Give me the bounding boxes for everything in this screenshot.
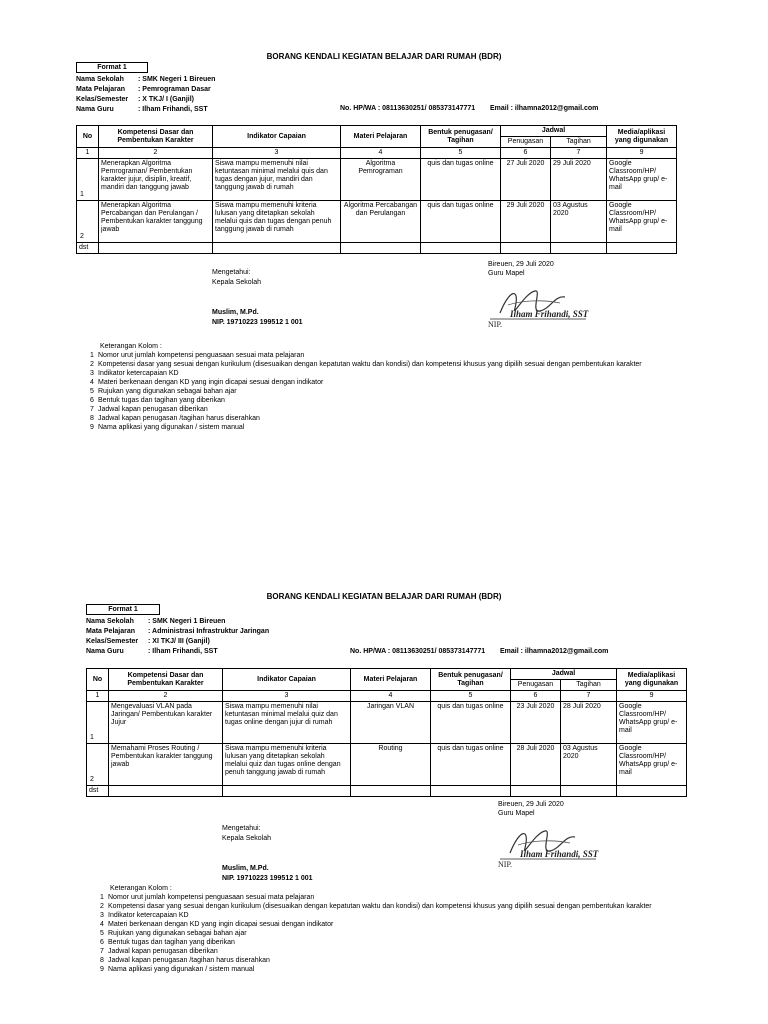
- note-text: Kompetensi dasar yang sesuai dengan kurikulum (disesuaikan dengan kepatutan waktu dan kondisi) dan kompetensi khusus yang dipilih sesuai dengan pembentukan karakter: [108, 903, 652, 910]
- info-value: : SMK Negeri 1 Bireuen: [148, 618, 226, 625]
- notes-title: Keterangan Kolom :: [100, 343, 162, 350]
- note-number: 9: [100, 966, 104, 973]
- note-number: 9: [90, 424, 94, 431]
- form-title: BORANG KENDALI KEGIATAN BELAJAR DARI RUMAH (BDR): [266, 592, 502, 601]
- note-text: Rujukan yang digunakan sebagai bahan ajar: [108, 930, 247, 937]
- sign-left-line: Kepala Sekolah: [222, 835, 272, 842]
- column-number: 4: [351, 691, 431, 702]
- note-number: 1: [100, 894, 104, 901]
- note-text: Nomor urut jumlah kompetensi penguasaan sesuai mata pelajaran: [108, 894, 315, 901]
- column-number: 7: [551, 148, 607, 159]
- header-jadwal: Jadwal: [501, 126, 607, 137]
- note-text: Jadwal kapan penugasan /tagihan harus diserahkan: [98, 415, 260, 422]
- cell-indikator: Siswa mampu memenuhi nilai ketuntasan minimal melalui quiz dan tugas online dengan jujur di rumah: [223, 702, 351, 744]
- note-item: [90, 405, 642, 414]
- note-item: [100, 902, 652, 911]
- table-row: [87, 702, 687, 744]
- note-item: [90, 396, 642, 405]
- signature-name: Ilham Frihandi, SST: [510, 309, 589, 319]
- row-number: 2: [90, 776, 94, 783]
- dst-row: [77, 243, 677, 254]
- info-row: [76, 105, 215, 115]
- note-item: [90, 369, 642, 378]
- signature-scribble-icon: [480, 283, 590, 329]
- info-row: [86, 617, 269, 627]
- column-number: 9: [607, 148, 677, 159]
- cell-media: Google Classroom/HP/ WhatsApp grup/ e-mail: [617, 744, 687, 786]
- cell-kd: Menerapkan Algoritma Percabangan dan Perulangan / Pembentukan karakter tanggung jawab: [99, 201, 213, 243]
- cell-indikator: Siswa mampu memenuhi nilai ketuntasan minimal melalui quis dan tugas dengan jujur, mandiri dan tanggung jawab di rumah: [213, 159, 341, 201]
- cell-materi: Algoritma Percabangan dan Perulangan: [341, 201, 421, 243]
- sign-right-line: Guru Mapel: [488, 270, 525, 277]
- note-item: [100, 893, 652, 902]
- cell-bentuk: quis dan tugas online: [431, 702, 511, 744]
- handwritten-signature: [480, 283, 590, 329]
- header-no: No: [87, 669, 109, 691]
- info-row: [86, 647, 269, 657]
- column-number: 6: [511, 691, 561, 702]
- activity-table: [86, 668, 687, 797]
- empty-cell: [421, 243, 501, 254]
- note-number: 6: [90, 397, 94, 404]
- column-number: 1: [87, 691, 109, 702]
- header-bentuk: Bentuk penugasan/ Tagihan: [431, 669, 511, 691]
- sign-left-line: Kepala Sekolah: [212, 279, 262, 286]
- row-number: 1: [90, 734, 94, 741]
- note-number: 1: [90, 352, 94, 359]
- empty-cell: [561, 786, 617, 797]
- cell-bentuk: quis dan tugas online: [421, 159, 501, 201]
- row-number-cell: [77, 201, 99, 243]
- sign-left-line: [222, 844, 313, 854]
- sign-left-line: Muslim, M.Pd.: [212, 309, 259, 316]
- row-number: 2: [80, 233, 84, 240]
- contact-line: [340, 105, 598, 112]
- teacher-sign-block: [498, 800, 564, 818]
- sign-left-line: NIP. 19710223 199512 1 001: [222, 875, 313, 882]
- table-row: [77, 159, 677, 201]
- note-item: [90, 414, 642, 423]
- note-item: [100, 911, 652, 920]
- cell-tagihan: 03 Agustus 2020: [551, 201, 607, 243]
- cell-kd: Mengevaluasi VLAN pada Jaringan/ Pembentukan karakter Jujur: [109, 702, 223, 744]
- note-number: 7: [100, 948, 104, 955]
- info-value: : Ilham Frihandi, SST: [138, 106, 208, 113]
- note-number: 3: [100, 912, 104, 919]
- note-number: 2: [90, 361, 94, 368]
- note-text: Bentuk tugas dan tagihan yang diberikan: [108, 939, 235, 946]
- cell-indikator: Siswa mampu memenuhi kriteria lulusan yang ditetapkan sekolah melalui quis dan tugas dengan penuh tanggung jawab di rumah: [213, 201, 341, 243]
- note-number: 5: [90, 388, 94, 395]
- principal-sign-block: [222, 824, 313, 884]
- note-number: 7: [90, 406, 94, 413]
- contact-email: Email : ilhamna2012@gmail.com: [490, 105, 599, 112]
- cell-materi: Jaringan VLAN: [351, 702, 431, 744]
- header-kd: Kompetensi Dasar dan Pembentukan Karakter: [99, 126, 213, 148]
- note-item: [100, 929, 652, 938]
- header-kd: Kompetensi Dasar dan Pembentukan Karakter: [109, 669, 223, 691]
- empty-cell: [341, 243, 421, 254]
- cell-kd: Memahami Proses Routing / Pembentukan karakter tanggung jawab: [109, 744, 223, 786]
- note-item: [100, 965, 652, 974]
- header-tagihan: Tagihan: [561, 680, 617, 691]
- info-label: Nama Sekolah: [86, 618, 134, 625]
- signature-nip: NIP.: [488, 320, 503, 329]
- signature-scribble-icon: [490, 823, 600, 869]
- info-label: Nama Sekolah: [76, 76, 124, 83]
- column-number: 5: [431, 691, 511, 702]
- signature-name: Ilham Frihandi, SST: [520, 849, 599, 859]
- contact-phone: No. HP/WA : 08113630251/ 085373147771: [340, 105, 476, 112]
- row-number-cell: [77, 159, 99, 201]
- table-row: [87, 744, 687, 786]
- header-materi: Materi Pelajaran: [351, 669, 431, 691]
- dst-row: [87, 786, 687, 797]
- column-number: 5: [421, 148, 501, 159]
- cell-tagihan: 03 Agustus 2020: [561, 744, 617, 786]
- column-number: 2: [99, 148, 213, 159]
- cell-materi: Algoritma Pemrograman: [341, 159, 421, 201]
- notes-block: [100, 884, 652, 974]
- activity-table: [76, 125, 677, 254]
- column-number: 2: [109, 691, 223, 702]
- cell-penugasan: 28 Juli 2020: [511, 744, 561, 786]
- dst-label: dst: [77, 243, 99, 254]
- cell-indikator: Siswa mampu memenuhi kriteria lulusan yang ditetapkan sekolah melalui quiz dan tugas online dengan penuh tanggung jawab di rumah: [223, 744, 351, 786]
- note-item: [100, 920, 652, 929]
- info-value: : Pemrograman Dasar: [138, 86, 211, 93]
- info-label: Kelas/Semester: [86, 638, 139, 645]
- sign-left-line: NIP. 19710223 199512 1 001: [212, 319, 303, 326]
- cell-penugasan: 27 Juli 2020: [501, 159, 551, 201]
- notes-block: [90, 342, 642, 432]
- empty-cell: [431, 786, 511, 797]
- signature-nip: NIP.: [498, 860, 513, 869]
- note-number: 2: [100, 903, 104, 910]
- note-text: Jadwal kapan penugasan diberikan: [98, 406, 208, 413]
- sign-right-line: Guru Mapel: [498, 810, 535, 817]
- contact-phone: No. HP/WA : 08113630251/ 085373147771: [350, 648, 486, 655]
- school-info: [76, 75, 215, 115]
- note-item: [90, 351, 642, 360]
- cell-tagihan: 28 Juli 2020: [561, 702, 617, 744]
- info-label: Kelas/Semester: [76, 96, 129, 103]
- note-item: [90, 378, 642, 387]
- cell-penugasan: 29 Juli 2020: [501, 201, 551, 243]
- column-number: 3: [213, 148, 341, 159]
- sign-left-line: Muslim, M.Pd.: [222, 865, 269, 872]
- note-text: Nomor urut jumlah kompetensi penguasaan sesuai mata pelajaran: [98, 352, 305, 359]
- note-item: [100, 947, 652, 956]
- info-value: : Administrasi Infrastruktur Jaringan: [148, 628, 270, 635]
- note-text: Jadwal kapan penugasan diberikan: [108, 948, 218, 955]
- note-number: 8: [90, 415, 94, 422]
- empty-cell: [351, 786, 431, 797]
- note-text: Materi berkenaan dengan KD yang ingin dicapai sesuai dengan indikator: [98, 379, 324, 386]
- column-number-row: [87, 691, 687, 702]
- cell-kd: Menerapkan Algoritma Pemrograman/ Pembentukan karakter jujur, disiplin, kreatif, mandiri dan tanggung jawab: [99, 159, 213, 201]
- form-title: BORANG KENDALI KEGIATAN BELAJAR DARI RUMAH (BDR): [266, 52, 502, 61]
- cell-bentuk: quis dan tugas online: [421, 201, 501, 243]
- row-number-cell: [87, 702, 109, 744]
- table-row: [77, 201, 677, 243]
- header-materi: Materi Pelajaran: [341, 126, 421, 148]
- sign-left-line: [212, 298, 303, 308]
- principal-sign-block: [212, 268, 303, 328]
- note-number: 8: [100, 957, 104, 964]
- column-number: 4: [341, 148, 421, 159]
- note-item: [100, 956, 652, 965]
- note-item: [90, 387, 642, 396]
- handwritten-signature: [490, 823, 600, 869]
- note-text: Nama aplikasi yang digunakan / sistem manual: [108, 966, 255, 973]
- row-number: 1: [80, 191, 84, 198]
- school-info: [86, 617, 269, 657]
- note-number: 5: [100, 930, 104, 937]
- header-media: Media/aplikasi yang digunakan: [607, 126, 677, 148]
- empty-cell: [223, 786, 351, 797]
- info-value: : Ilham Frihandi, SST: [148, 648, 218, 655]
- note-number: 6: [100, 939, 104, 946]
- cell-bentuk: quis dan tugas online: [431, 744, 511, 786]
- sign-left-line: Mengetahui:: [222, 825, 261, 832]
- note-number: 4: [100, 921, 104, 928]
- format-label: Format 1: [76, 62, 148, 73]
- note-text: Indikator ketercapaian KD: [98, 370, 179, 377]
- info-row: [76, 85, 215, 95]
- info-value: : XI TKJ/ III (Ganjil): [148, 638, 210, 645]
- column-number: 7: [561, 691, 617, 702]
- header-row: [87, 669, 687, 680]
- dst-label: dst: [87, 786, 109, 797]
- cell-media: Google Classroom/HP/ WhatsApp grup/ e-mail: [607, 159, 677, 201]
- sign-right-line: Bireuen, 29 Juli 2020: [498, 801, 564, 808]
- header-jadwal: Jadwal: [511, 669, 617, 680]
- cell-materi: Routing: [351, 744, 431, 786]
- info-label: Nama Guru: [76, 106, 114, 113]
- empty-cell: [551, 243, 607, 254]
- info-label: Mata Pelajaran: [86, 628, 136, 635]
- sign-right-line: Bireuen, 29 Juli 2020: [488, 261, 554, 268]
- header-no: No: [77, 126, 99, 148]
- sign-left-line: Mengetahui:: [212, 269, 251, 276]
- column-number: 9: [617, 691, 687, 702]
- note-text: Kompetensi dasar yang sesuai dengan kurikulum (disesuaikan dengan kepatutan waktu dan kondisi) dan kompetensi khusus yang dipilih sesuai dengan pembentukan karakter: [98, 361, 642, 368]
- notes-title: Keterangan Kolom :: [110, 885, 172, 892]
- format-label: Format 1: [86, 604, 160, 615]
- info-value: : X TKJ/ I (Ganjil): [138, 96, 195, 103]
- contact-line: [350, 648, 608, 655]
- sign-left-line: [222, 854, 313, 864]
- note-text: Indikator ketercapaian KD: [108, 912, 189, 919]
- note-text: Rujukan yang digunakan sebagai bahan ajar: [98, 388, 237, 395]
- header-indikator: Indikator Capaian: [213, 126, 341, 148]
- cell-media: Google Classroom/HP/ WhatsApp grup/ e-mail: [607, 201, 677, 243]
- info-row: [86, 627, 269, 637]
- column-number: 3: [223, 691, 351, 702]
- header-row: [77, 126, 677, 137]
- sign-left-line: [212, 288, 303, 298]
- info-row: [76, 95, 215, 105]
- column-number-row: [77, 148, 677, 159]
- empty-cell: [213, 243, 341, 254]
- empty-cell: [109, 786, 223, 797]
- contact-email: Email : ilhamna2012@gmail.com: [500, 648, 609, 655]
- info-label: Mata Pelajaran: [76, 86, 126, 93]
- header-media: Media/aplikasi yang digunakan: [617, 669, 687, 691]
- info-label: Nama Guru: [86, 648, 124, 655]
- empty-cell: [617, 786, 687, 797]
- header-penugasan: Penugasan: [501, 137, 551, 148]
- info-row: [86, 637, 269, 647]
- info-value: : SMK Negeri 1 Bireuen: [138, 76, 216, 83]
- cell-media: Google Classroom/HP/ WhatsApp grup/ e-mail: [617, 702, 687, 744]
- empty-cell: [511, 786, 561, 797]
- empty-cell: [607, 243, 677, 254]
- note-text: Nama aplikasi yang digunakan / sistem manual: [98, 424, 245, 431]
- header-tagihan: Tagihan: [551, 137, 607, 148]
- column-number: 1: [77, 148, 99, 159]
- row-number-cell: [87, 744, 109, 786]
- info-row: [76, 75, 215, 85]
- note-number: 4: [90, 379, 94, 386]
- note-text: Jadwal kapan penugasan /tagihan harus diserahkan: [108, 957, 270, 964]
- note-item: [90, 423, 642, 432]
- header-bentuk: Bentuk penugasan/ Tagihan: [421, 126, 501, 148]
- column-number: 6: [501, 148, 551, 159]
- note-text: Bentuk tugas dan tagihan yang diberikan: [98, 397, 225, 404]
- note-text: Materi berkenaan dengan KD yang ingin dicapai sesuai dengan indikator: [108, 921, 334, 928]
- note-item: [100, 938, 652, 947]
- cell-penugasan: 23 Juli 2020: [511, 702, 561, 744]
- note-number: 3: [90, 370, 94, 377]
- empty-cell: [99, 243, 213, 254]
- header-penugasan: Penugasan: [511, 680, 561, 691]
- note-item: [90, 360, 642, 369]
- cell-tagihan: 29 Juli 2020: [551, 159, 607, 201]
- header-indikator: Indikator Capaian: [223, 669, 351, 691]
- teacher-sign-block: [488, 260, 554, 278]
- empty-cell: [501, 243, 551, 254]
